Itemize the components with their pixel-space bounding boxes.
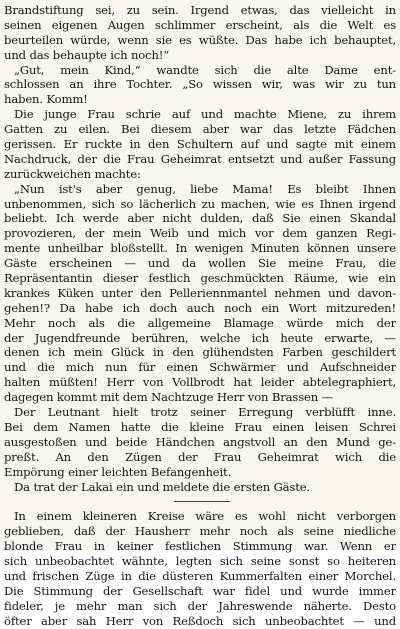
text-line: der Jugendfreunde berühren, welche ich heute erwarte, — <box>4 330 396 345</box>
text-line: In einem kleineren Kreise wäre es wohl nicht verborgen <box>14 509 396 524</box>
text-line: Repräsentantin dieser festlich geschmückten Räume, wie ein <box>4 271 396 286</box>
text-line: provozieren, der mein Weib und mich vor dem ganzen Regi- <box>4 226 396 241</box>
text-line: geblieben, daß der Hausherr mehr noch als seine niedliche <box>4 524 396 539</box>
text-line: „Gut, mein Kind,“ wandte sich die alte Dame ent- <box>14 62 396 77</box>
text-line: Mehr noch als die allgemeine Blamage würde mich der <box>4 315 396 330</box>
text-line: dagegen kommt mit dem Nachtzuge Herr von Brassen — <box>4 390 334 405</box>
text-line: Da trat der Lakai ein und meldete die ersten Gäste. <box>14 479 310 494</box>
text-line: unbenommen, sich so lächerlich zu machen, wie es Ihnen irgend <box>4 196 396 211</box>
text-line: beurteilen würde, wenn sie es wüßte. Das habe ich behauptet, <box>4 32 396 47</box>
text-line: krankes Küken unter den Pelleriennmantel nehmen und davon- <box>4 285 396 300</box>
text-line: ausgestoßen und beide Händchen angstvoll an den Mund ge- <box>4 434 396 449</box>
separator-rule <box>174 501 230 502</box>
paragraph <box>4 405 396 479</box>
text-line: halten müßten! Herr von Vollbrodt hat leider abtelegraphiert, <box>4 375 396 390</box>
text-line: beliebt. Ich werde aber nicht dulden, daß Sie einen Skandal <box>4 211 396 226</box>
text-line: gerissen. Er ruckte in den Schultern auf und sagte mit einem <box>4 137 396 152</box>
text-line: Der Leutnant hielt trotz seiner Erregung verblüfft inne. <box>14 405 396 420</box>
text-line: öfter aber sah Herr von Reßdoch sich unbeobachtet — und <box>4 613 396 628</box>
text-line: Die junge Frau schrie auf und machte Miene, zu ihrem <box>14 107 396 122</box>
text-line: und frischen Züge in die düsteren Kummerfalten einer Morchel. <box>4 568 396 583</box>
text-line: Brandstiftung sei, zu sein. Irgend etwas, das vielleicht in <box>4 3 396 17</box>
text-line: mente unheilbar bloßstellt. In wenigen Minuten können unsere <box>4 241 396 256</box>
text-line: preßt. An den Zügen der Frau Geheimrat wich die <box>4 449 396 464</box>
text-line: gehen!? Da habe ich doch auch noch ein Wort mitzureden! <box>4 300 396 315</box>
text-line: „Nun ist's aber genug, liebe Mama! Es bleibt Ihnen <box>14 181 396 196</box>
article-column <box>4 3 396 629</box>
paragraph <box>4 480 396 495</box>
text-line: Bei dem Namen hatte die kleine Frau einen leisen Schrei <box>4 419 396 434</box>
text-line: fideler, je mehr man sich der Jahreswende näherte. Desto <box>4 598 396 613</box>
text-line: Gatten zu eilen. Bei diesem aber war das letzte Fädchen <box>4 122 396 137</box>
text-line: Die Stimmung der Gesellschaft war fidel und wurde immer <box>4 583 396 598</box>
text-line: Empörung einer leichten Befangenheit. <box>4 464 232 479</box>
paragraph <box>4 63 396 108</box>
text-line: schlossen an ihre Tochter. „So wissen wir, was wir zu tun <box>4 77 396 92</box>
paragraph <box>4 3 396 63</box>
text-line: zurückweichen machte: <box>4 166 141 181</box>
text-line: Gäste erscheinen — und da wollen Sie meine Frau, die <box>4 256 396 271</box>
text-line: und das behaupte ich noch!“ <box>4 47 170 62</box>
paragraph <box>4 509 396 628</box>
section-separator <box>4 494 396 509</box>
text-line: denen ich mein Glück in den glühendsten Farben geschildert <box>4 345 396 360</box>
text-line: sich unbeobachtet wähnte, legten sich seine sonst so heiteren <box>4 554 396 569</box>
paragraph <box>4 107 396 181</box>
text-line: und die mich nun für einen Schwärmer und Aufschneider <box>4 360 396 375</box>
text-line: haben. Komm! <box>4 92 88 107</box>
text-line: blonde Frau in keiner festlichen Stimmung war. Wenn er <box>4 539 396 554</box>
paragraph <box>4 182 396 405</box>
text-line: seinen eigenen Augen schlimmer erscheint, als die Welt es <box>4 17 396 32</box>
text-line: Nachdruck, der die Frau Geheimrat entsetzt und außer Fassung <box>4 151 396 166</box>
